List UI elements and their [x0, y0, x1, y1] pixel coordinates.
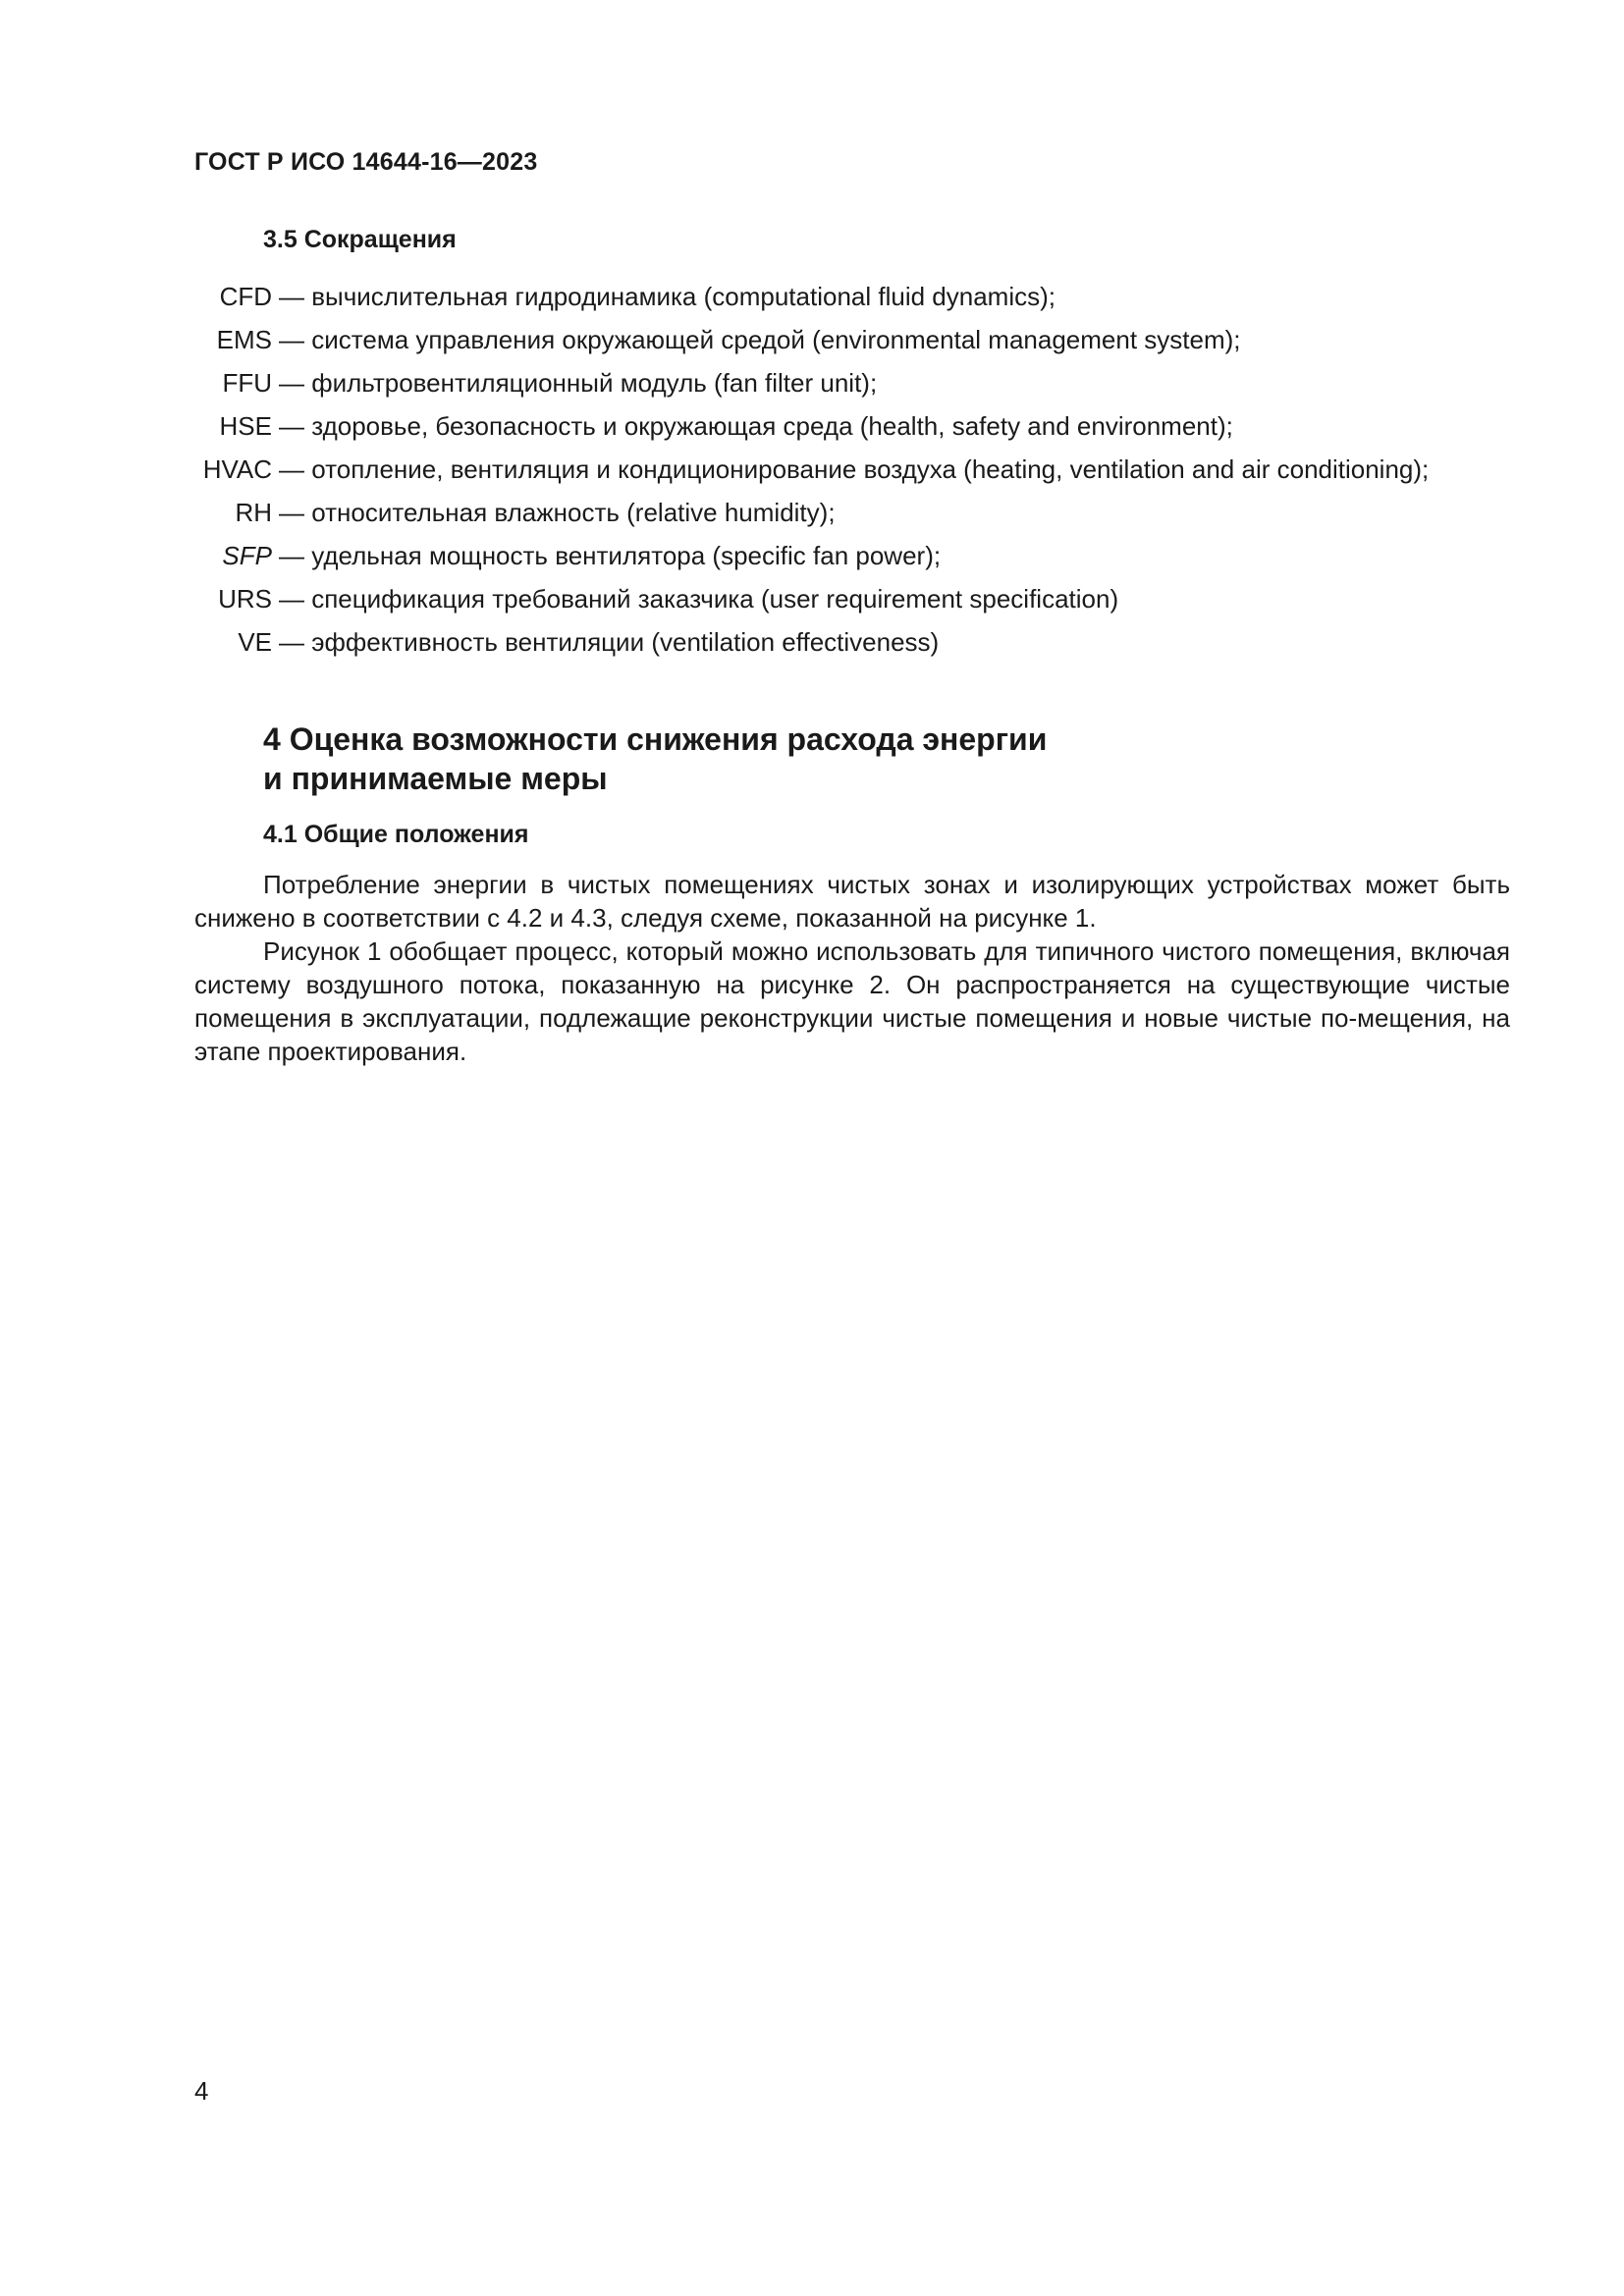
abbreviation-definition: — здоровье, безопасность и окружающая среда (health, safety and environment);	[279, 411, 1233, 441]
section-4-heading-line1: 4 Оценка возможности снижения расхода энергии	[263, 721, 1048, 757]
abbreviation-item	[0, 453, 1624, 496]
abbreviation-item	[0, 625, 1624, 668]
abbreviation-item	[0, 280, 1624, 323]
section-4-heading-line2: и принимаемые меры	[263, 761, 608, 796]
abbreviation-definition: — спецификация требований заказчика (user requirement specification)	[279, 584, 1119, 614]
abbreviation-term: HSE	[219, 411, 272, 441]
abbreviation-term: CFD	[219, 282, 272, 311]
abbreviation-term: SFP	[222, 541, 272, 570]
paragraph: Рисунок 1 обобщает процесс, который можно использовать для типичного чистого помещения, включая систему воздушного потока, показанную на рисунке 2. Он распространяется на существующие чистые помещения в эксплуатации, подлежащие реконструкции чистые помещения и новые чистые по-мещения, на этапе проектирования.	[194, 936, 1510, 1066]
abbreviation-definition: — фильтровентиляционный модуль (fan filter unit);	[279, 368, 878, 398]
abbreviation-item	[0, 409, 1624, 453]
section-4-1-heading: 4.1 Общие положения	[263, 821, 529, 848]
abbreviation-term: EMS	[216, 325, 272, 354]
abbreviation-term: RH	[235, 498, 272, 527]
page-number: 4	[194, 2076, 209, 2106]
abbreviation-term: HVAC	[202, 454, 272, 484]
abbreviation-definition: — система управления окружающей средой (environmental management system);	[279, 325, 1241, 354]
abbreviation-item	[0, 582, 1624, 625]
abbreviation-definition: — удельная мощность вентилятора (specific fan power);	[279, 541, 942, 570]
abbreviations-list	[0, 280, 1624, 668]
section-4-heading	[263, 720, 1047, 798]
abbreviation-definition: — относительная влажность (relative humidity);	[279, 498, 836, 527]
abbreviation-item	[0, 496, 1624, 539]
abbreviation-term: FFU	[222, 368, 272, 398]
abbreviation-item	[0, 323, 1624, 366]
paragraph: Потребление энергии в чистых помещениях чистых зонах и изолирующих устройствах может быть снижено в соответствии с 4.2 и 4.3, следуя схеме, показанной на рисунке 1.	[194, 870, 1510, 933]
document-header: ГОСТ Р ИСО 14644-16—2023	[194, 148, 538, 176]
abbreviation-item	[0, 366, 1624, 409]
abbreviation-definition: — отопление, вентиляция и кондиционирование воздуха (heating, ventilation and air conditioning);	[279, 454, 1430, 484]
abbreviation-definition: — вычислительная гидродинамика (computational fluid dynamics);	[279, 282, 1056, 311]
abbreviation-definition: — эффективность вентиляции (ventilation effectiveness)	[279, 627, 940, 657]
section-3-5-heading: 3.5 Сокращения	[263, 226, 457, 253]
abbreviation-term: URS	[218, 584, 272, 614]
abbreviation-term: VE	[238, 627, 272, 657]
section-4-1-body	[194, 868, 1510, 1068]
abbreviation-item	[0, 539, 1624, 582]
